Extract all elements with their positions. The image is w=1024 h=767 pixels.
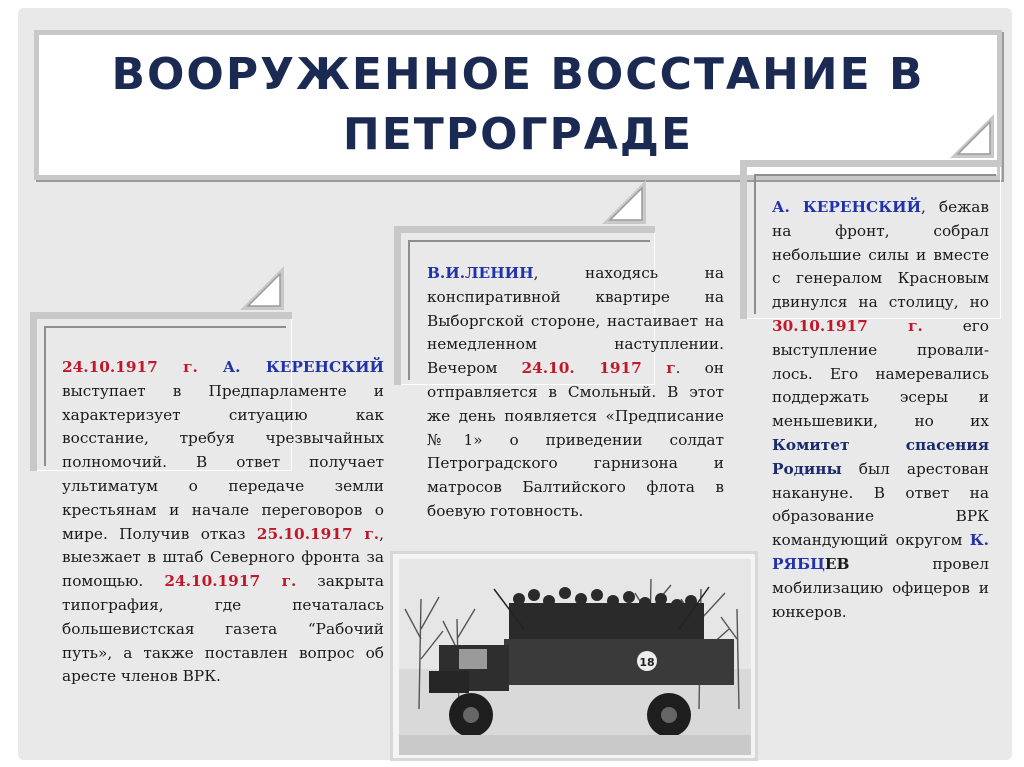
kerensky-name-right: КЕРЕНСКИЙ bbox=[802, 198, 922, 216]
kerensky-name-left: А. КЕРЕНСКИЙ bbox=[222, 358, 384, 376]
kerensky-date-2: 25.10.1917 г. bbox=[256, 524, 380, 543]
left-text-2: , выезжает в штаб Северного фронта за помощью. bbox=[62, 524, 384, 591]
title-line-2: ПЕТРОГРАДЕ bbox=[342, 109, 694, 160]
middle-text-1: , находясь на конспиративной квартире на Выборгской стороне, настаивает на немедленном наступлении. Вечером bbox=[427, 264, 724, 378]
right-text-1: , бежав на фронт, собрал небольшие силы и вместе с генералом Красновым двинулся на столицу, но bbox=[772, 198, 989, 312]
right-text-4: провел мобилизацию офицеров и юнкеров. bbox=[772, 554, 989, 621]
corner-tab-left-icon bbox=[240, 266, 284, 310]
corner-tab-middle-icon bbox=[602, 180, 646, 224]
middle-text-block bbox=[427, 262, 724, 524]
kerensky-initial-right: А. bbox=[772, 198, 790, 216]
right-text-2: его выступление провали-лось. Его намеревались поддержать эсеры и меньшевики, но их bbox=[772, 316, 989, 431]
page-title bbox=[39, 45, 997, 165]
title-box bbox=[34, 30, 1002, 180]
historic-photo-truck bbox=[390, 551, 758, 761]
title-line-1: ВООРУЖЕННОЕ ВОССТАНИЕ В bbox=[111, 49, 925, 100]
lenin-name: В.И.ЛЕНИН bbox=[427, 264, 534, 282]
kerensky-date-3: 24.10.1917 г. bbox=[164, 572, 297, 591]
ryabtsev-name-start: К. РЯБЦ bbox=[772, 531, 989, 573]
kerensky-date-1: 24.10.1917 г. bbox=[62, 358, 198, 376]
left-text-block bbox=[62, 356, 384, 689]
right-text-3: был арестован накануне. В ответ на образование ВРК командующий округом bbox=[772, 459, 989, 550]
truck-number: 18 bbox=[639, 656, 655, 669]
kerensky-date-right: 30.10.1917 г. bbox=[772, 316, 923, 335]
middle-text-2: . он отправляется в Смольный. В этот же день появляется «Предписание №1» о приведении солдат Петроградского гарнизона и матросов Балтийского флота в боевую готовность. bbox=[427, 359, 724, 520]
left-text-1: выступает в Предпарламенте и характеризует ситуацию как восстание, требуя чрезвычайных полномочий. В ответ получает ультиматум о передаче земли крестьянам и начале переговоров о мире. Получив отказ bbox=[62, 381, 384, 543]
lenin-date: 24.10. 1917 г bbox=[521, 359, 676, 378]
committee-name: Комитет спасения Родины bbox=[772, 435, 989, 478]
right-text-block bbox=[772, 196, 989, 624]
corner-tab-right-icon bbox=[950, 114, 994, 158]
left-text-3: закрыта типография, где печаталась большевистская газета “Рабочий путь», а также поставлен вопрос об аресте членов ВРК. bbox=[62, 572, 384, 686]
truck-photo-illustration bbox=[399, 559, 751, 755]
ryabtsev-name-end: ЕВ bbox=[824, 554, 850, 573]
